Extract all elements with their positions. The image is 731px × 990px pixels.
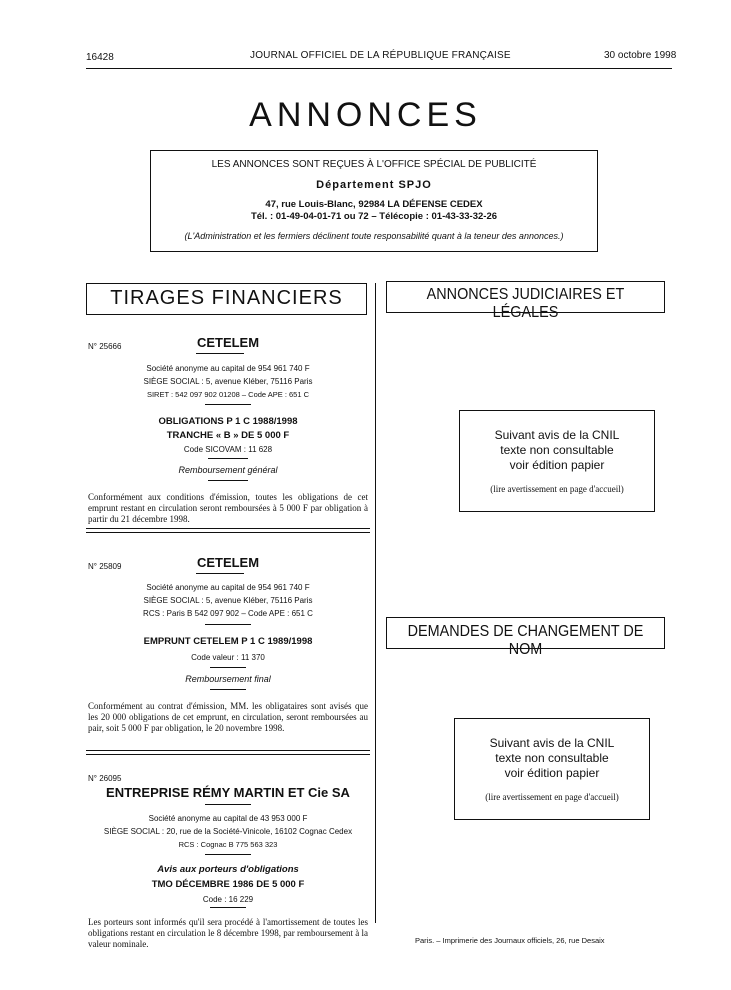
cnil-line-3: voir édition papier <box>504 766 600 780</box>
office-intro: LES ANNONCES SONT REÇUES À L'OFFICE SPÉCIAL DE PUBLICITÉ <box>211 159 537 170</box>
company-siege: SIÈGE SOCIAL : 5, avenue Kléber, 75116 Paris <box>143 377 313 386</box>
separator-rule <box>205 624 251 625</box>
obligation-tranche: TRANCHE « B » DE 5 000 F <box>166 430 290 441</box>
section-tirages-label: TIRAGES FINANCIERS <box>110 287 343 309</box>
announcement-divider <box>86 528 370 533</box>
page-title: ANNONCES <box>249 96 482 134</box>
separator-rule <box>208 458 248 459</box>
section-demandes-label: DEMANDES DE CHANGEMENT DE NOM <box>407 623 644 658</box>
company-siege: SIÈGE SOCIAL : 20, rue de la Société-Vinicole, 16102 Cognac Cedex <box>103 827 353 836</box>
announcement-company: CETELEM <box>196 335 260 350</box>
company-siege: SIÈGE SOCIAL : 5, avenue Kléber, 75116 Paris <box>143 596 313 605</box>
announcement-divider <box>86 750 370 755</box>
announcement-heading: Avis aux porteurs d'obligations <box>157 864 299 875</box>
cnil-line-1: Suivant avis de la CNIL <box>489 736 615 750</box>
cnil-line-4: (lire avertissement en page d'accueil) <box>485 792 619 802</box>
issue-date: 30 octobre 1998 <box>604 50 677 61</box>
section-tirages-financiers <box>86 283 367 315</box>
column-divider <box>375 283 376 923</box>
announcement-heading: Remboursement final <box>185 674 271 684</box>
journal-title: JOURNAL OFFICIEL DE LA RÉPUBLIQUE FRANÇAISE <box>250 50 511 61</box>
separator-rule <box>210 689 246 690</box>
separator-rule <box>210 907 246 908</box>
announcement-body: Conformément aux conditions d'émission, toutes les obligations de cet emprunt restant en circulation seront remboursées à 5 000 F par obligation à partir du 21 décembre 1998. <box>88 492 368 524</box>
company-capital: Société anonyme au capital de 43 953 000 F <box>148 814 308 823</box>
section-changement-nom <box>386 617 665 658</box>
announcement-number: N° 26095 <box>88 774 122 783</box>
announcement-number: N° 25666 <box>88 342 122 351</box>
tmo-title: TMO DÉCEMBRE 1986 DE 5 000 F <box>151 879 305 890</box>
company-capital: Société anonyme au capital de 954 961 740 F <box>146 583 310 592</box>
company-underline <box>196 573 244 574</box>
announcement-number: N° 25809 <box>88 562 122 571</box>
cnil-line-1: Suivant avis de la CNIL <box>494 428 620 442</box>
cnil-notice-box <box>454 718 650 820</box>
cnil-notice-box <box>459 410 655 512</box>
company-underline <box>205 804 251 805</box>
separator-rule <box>208 480 248 481</box>
company-ids: RCS : Paris B 542 097 902 – Code APE : 651 C <box>143 609 313 618</box>
company-ids: RCS : Cognac B 775 563 323 <box>178 840 278 849</box>
separator-rule <box>205 404 251 405</box>
emprunt-code: Code valeur : 11 370 <box>191 653 265 662</box>
page-number: 16428 <box>86 52 114 63</box>
office-phone: Tél. : 01-49-04-01-71 ou 72 – Télécopie : 01-43-33-32-26 <box>250 211 498 222</box>
cnil-line-2: texte non consultable <box>500 443 614 457</box>
announcement-body: Les porteurs sont informés qu'il sera procédé à l'amortissement de toutes les obligations restant en circulation le 8 décembre 1998, par remboursement à la valeur nominale. <box>88 917 368 949</box>
header-rule <box>86 68 672 69</box>
cnil-line-2: texte non consultable <box>495 751 609 765</box>
cnil-line-4: (lire avertissement en page d'accueil) <box>490 484 624 494</box>
company-ids: SIRET : 542 097 902 01208 – Code APE : 651 C <box>146 390 310 399</box>
announcement-body: Conformément au contrat d'émission, MM. les obligataires sont avisés que les 20 000 obligations de cet emprunt, en circulation, seront remboursées au pair, soit 5 000 F par obligation, le 20 novembre 1998. <box>88 701 368 733</box>
obligation-code: Code SICOVAM : 11 628 <box>183 445 273 454</box>
printer-imprint: Paris. – Imprimerie des Journaux officiels, 26, rue Desaix <box>415 936 605 945</box>
office-address: 47, rue Louis-Blanc, 92984 LA DÉFENSE CEDEX <box>265 199 483 210</box>
office-department: Département SPJO <box>316 179 432 191</box>
tmo-code: Code : 16 229 <box>202 895 254 904</box>
announcement-company: CETELEM <box>196 555 260 570</box>
cnil-line-3: voir édition papier <box>509 458 605 472</box>
announcement-company: ENTREPRISE RÉMY MARTIN ET Cie SA <box>106 785 350 800</box>
office-info-box <box>150 150 598 252</box>
company-underline <box>196 353 244 354</box>
company-capital: Société anonyme au capital de 954 961 740 F <box>146 364 310 373</box>
section-annonces-judiciaires <box>386 281 665 321</box>
separator-rule <box>210 667 246 668</box>
emprunt-title: EMPRUNT CETELEM P 1 C 1989/1998 <box>143 636 313 647</box>
separator-rule <box>205 854 251 855</box>
announcement-heading: Remboursement général <box>178 465 278 475</box>
obligation-title: OBLIGATIONS P 1 C 1988/1998 <box>158 416 298 427</box>
office-disclaimer: (L'Administration et les fermiers déclinent toute responsabilité quant à la teneur des annonces.) <box>184 231 564 241</box>
section-judiciaires-label: ANNONCES JUDICIAIRES ET LÉGALES <box>426 286 625 321</box>
